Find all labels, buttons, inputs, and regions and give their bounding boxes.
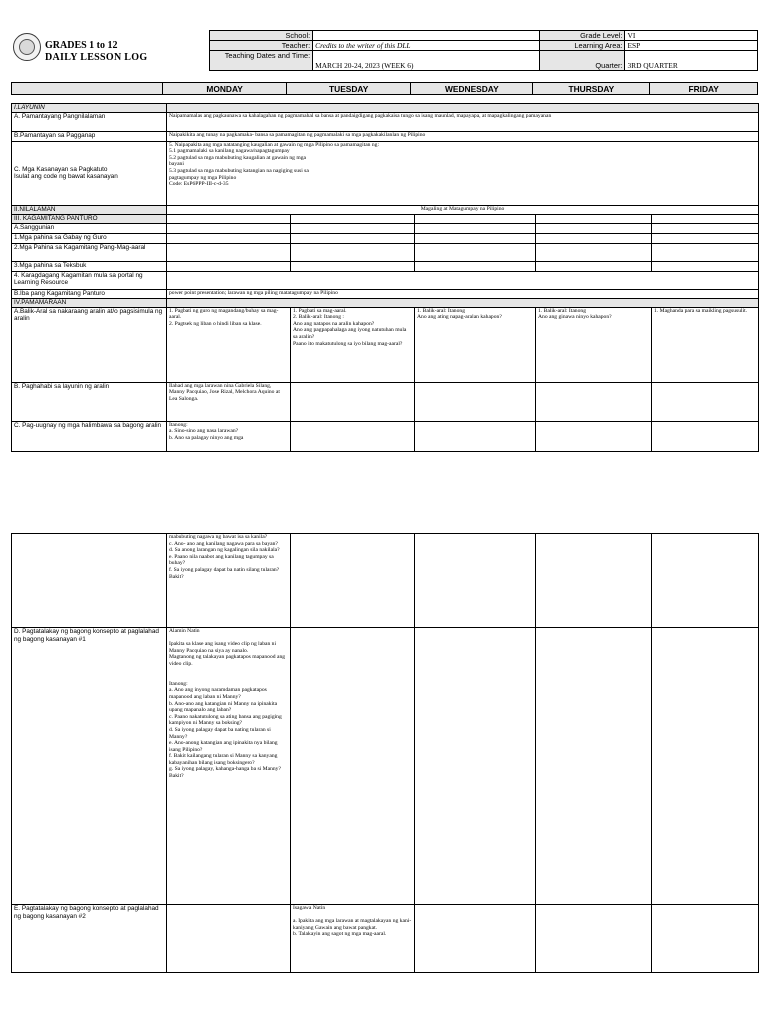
- row-label-kagamitang-mag-aaral: 2.Mga Pahina sa Kagamitang Pang-Mag-aaral: [12, 243, 167, 261]
- teacher-label: Teacher:: [210, 41, 313, 51]
- pag-uugnay-monday: Itanong: a. Sino-sino ang nasa larawan? b. Ano sa palagay ninyo ang mga: [167, 421, 291, 451]
- balik-aral-tuesday: 1. Pagbati sa mag-aaral. 2. Balik-aral: Itanong : Ano ang natapos na aralin kahapon? Ano ang pagpapahalaga ang iyong natutuhan mula sa aralin? Paano ito makatutulong sa iyo bilang mag-aaral?: [291, 307, 415, 382]
- row-label-portal: 4. Karagdagang Kagamitan mula sa portal ng Learning Resource: [12, 271, 167, 289]
- row-label-pagtatalakay-2: E. Pagtatalakay ng bagong konsepto at paglalahad ng bagong kasanayan #2: [12, 905, 167, 973]
- pamantayang-pangnilalaman-text: Naipamamalas ang pagkaunawa sa kahalagahan ng pagmamahal sa bansa at pandaigdigang pagkakaisa tungo sa isang maunlad, mapayapa, at mapagkalingang pamayanan: [167, 112, 759, 131]
- row-label-nilalaman: II.NILALAMAN: [12, 205, 167, 214]
- balik-aral-monday: 1. Pagbati ng guro ng magandang/buhay sa mag-aaral. 2. Pagtsek ng liban o hindi liban sa klase.: [167, 307, 291, 382]
- nilalaman-text: Magaling at Matagumpay na Pilipino: [167, 205, 759, 214]
- teaching-dates-value: MARCH 20-24, 2023 (WEEK 6): [313, 51, 540, 71]
- deped-seal-logo: [13, 33, 41, 61]
- grade-level-value: VI: [625, 31, 758, 41]
- header-info-table: [209, 30, 758, 71]
- day-header-friday: FRIDAY: [650, 83, 758, 95]
- row-label-kagamitang-panturo: III. KAGAMITANG PANTURO: [12, 214, 167, 223]
- row-label-paghahabi: B. Paghahabi sa layunin ng aralin: [12, 382, 167, 421]
- row-label-pagtatalakay-1: D. Pagtatalakay ng bagong konsepto at paglalahad ng bagong kasanayan #1: [12, 628, 167, 905]
- kasanayan-text: 5. Naipapakita ang mga natatanging kaugalian at gawain ng mga Pilipino sa pamamagitan ng: 5.1 pagmamalaki sa kanilang nagawa/napagtagumpay 5.2 pagtulad sa mga mabubuting kaugalian at gawain ng mga bayani 5.3 pagtulad sa mga mabubuting katangian na nagiging susi sa pagtagumpay ng mga Pilipino Code: EsP6PPP-III-c-d-35: [167, 141, 759, 205]
- school-value: [313, 31, 540, 41]
- lesson-table-page1: [11, 103, 759, 452]
- row-label-kasanayan: C. Mga Kasanayan sa Pagkatuto Isulat ang code ng bawat kasanayan: [12, 141, 167, 205]
- day-header-tuesday: TUESDAY: [287, 83, 411, 95]
- balik-aral-thursday: 1. Balik-aral: Itanong Ano ang ginawa ninyo kahapon?: [536, 307, 652, 382]
- row-label-teksbuk: 3.Mga pahina sa Teksbuk: [12, 261, 167, 271]
- school-label: School:: [210, 31, 313, 41]
- title-daily-lesson-log: DAILY LESSON LOG: [45, 52, 148, 63]
- row-label-sanggunian: A.Sanggunian: [12, 223, 167, 233]
- title-grades: GRADES 1 to 12: [45, 40, 118, 51]
- pagtatalakay-1-monday: Alamin Natin Ipakita sa klase ang isang video clip ng laban ni Manny Pacquiao na siya ay nanalo. Magtanong ng talakayan pagkatapos mapanood ang video clip. Itanong: a. Ano ang inyong naramdaman pagkatapos mapanood ang laban ni Manny? b. Ano-ano ang katangian ni Manny na ipinakita upang mapanalo ang laban? c. Paano nakatutulong sa ating bansa ang pagiging kampiyon ni Manny sa boksing? d. Sa iyong palagay dapat ba nating tularan si Manny? e. Ano-anong katangian ang ipinakita nya bilang isang Pilipino? f. Bakit kailangang tularan si Manny sa kanyang kabayanihan bilang isang boksingero? g. Sa iyong palagay, kahanga-hanga ba si Manny? Bakit?: [167, 628, 291, 905]
- row-label-pamantayang-pangnilalaman: A. Pamantayang Pangnilalaman: [12, 112, 167, 131]
- teacher-value: Credits to the writer of this DLL: [313, 41, 540, 51]
- pamantayan-pagganap-text: Naipakikita ang tunay na pagkamaka- bansa sa pamamagitan ng pagmamalaki sa mga pagkakakilanlan ng Pilipino: [167, 131, 759, 141]
- balik-aral-friday: 1. Maghanda para sa maikling pagsusulit.: [652, 307, 759, 382]
- quarter-label: Quarter:: [539, 51, 625, 71]
- grade-level-label: Grade Level:: [539, 31, 625, 41]
- pagtatalakay-2-tuesday: Isagawa Natin a. Ipakita ang mga larawan at magtalakayan ng kani-kaniyang Gawain ang bawat pangkat. b. Talakayin ang sagot ng mga mag-aaral.: [291, 905, 415, 973]
- row-label-layunin: I.LAYUNIN: [12, 104, 167, 113]
- row-label-iba-pang-kagamitan: B.Iba pang Kagamitang Panturo: [12, 289, 167, 298]
- day-header-wednesday: WEDNESDAY: [411, 83, 533, 95]
- day-header-row: [11, 82, 758, 95]
- teaching-dates-label: Teaching Dates and Time:: [210, 51, 313, 71]
- quarter-value: 3RD QUARTER: [625, 51, 758, 71]
- row-label-gabay-guro: 1.Mga pahina sa Gabay ng Guro: [12, 233, 167, 243]
- paghahabi-monday: Ilahad ang mga larawan nina Gabriela Silang, Manny Pacquiao, Jose Rizal, Melchora Aquino at Lea Salonga.: [167, 382, 291, 421]
- iba-pang-kagamitan-text: power point presentation; larawan ng mga piling matatagumpay na Pilipino: [167, 289, 759, 298]
- pag-uugnay-monday-continued: mabubuting nagawa ng bawat isa sa kanila? c. Ano- ano ang kanilang nagawa para sa bayan? d. Sa anong larangan ng kagalingan sila nakilala? e. Paano nila naabot ang kanilang tagumpay sa buhay? f. Sa iyong palagay dapat ba natin silang tularan? Bakit?: [167, 534, 291, 628]
- learning-area-label: Learning Area:: [539, 41, 625, 51]
- balik-aral-wednesday: 1. Balik-aral: Itanong Ano ang ating napag-aralan kahapon?: [415, 307, 536, 382]
- day-header-thursday: THURSDAY: [533, 83, 650, 95]
- row-label-pamamaraan: IV.PAMAMARAAN: [12, 298, 167, 307]
- day-header-blank: [12, 83, 163, 95]
- day-header-monday: MONDAY: [163, 83, 287, 95]
- row-label-balik-aral: A.Balik-Aral sa nakaraang aralin at/o pagsisimula ng aralin: [12, 307, 167, 382]
- learning-area-value: ESP: [625, 41, 758, 51]
- lesson-table-page2: [11, 533, 759, 973]
- row-label-pag-uugnay: C. Pag-uugnay ng mga halimbawa sa bagong aralin: [12, 421, 167, 451]
- row-label-pamantayan-pagganap: B.Pamantayan sa Pagganap: [12, 131, 167, 141]
